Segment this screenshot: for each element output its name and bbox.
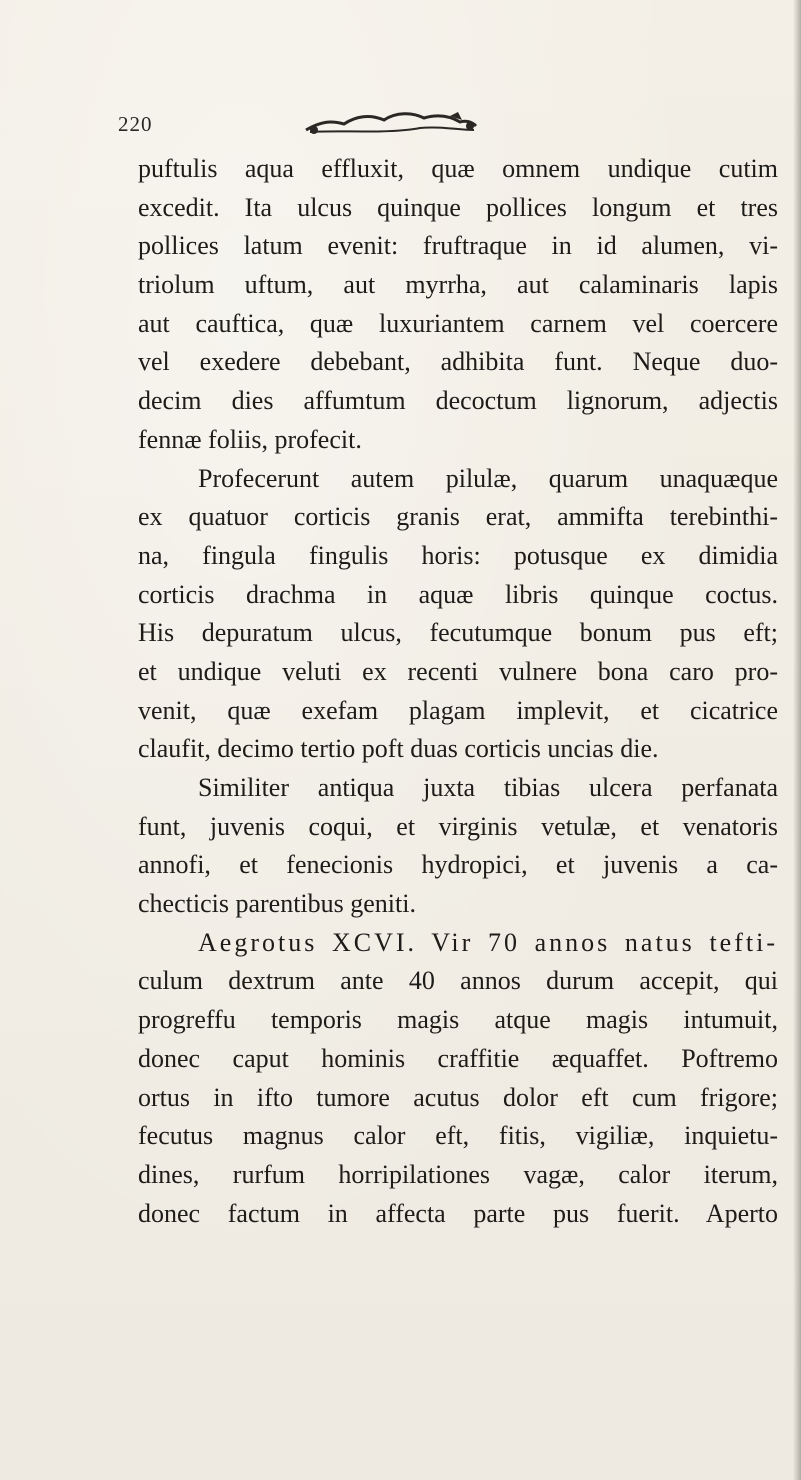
- text-line: dines, rurfum horripilationes vagæ, calor iterum,: [138, 1159, 778, 1189]
- text-line: corticis drachma in aquæ libris quinque coctus.: [138, 579, 778, 609]
- printer-ornament-icon: [300, 108, 480, 138]
- text-line: excedit. Ita ulcus quinque pollices longum et tres: [138, 192, 778, 222]
- text-line: His depuratum ulcus, fecutumque bonum pus eft;: [138, 618, 778, 648]
- text-line: claufit, decimo tertio poft duas corticis uncias die.: [138, 734, 659, 764]
- text-line: donec caput hominis craffitie æquaffet. Poftremo: [138, 1043, 778, 1073]
- text-line: aut cauftica, quæ luxuriantem carnem vel coercere: [138, 308, 778, 338]
- text-line: Aegrotus XCVI. Vir 70 annos natus tefti-: [198, 927, 778, 957]
- text-line: ortus in ifto tumore acutus dolor eft cum frigore;: [138, 1082, 778, 1112]
- text-line: Profecerunt autem pilulæ, quarum unaquæque: [198, 463, 778, 493]
- text-line: et undique veluti ex recenti vulnere bona caro pro-: [138, 656, 778, 686]
- page-edge-shadow: [793, 0, 801, 1480]
- text-line: pollices latum evenit: fruftraque in id alumen, vi-: [138, 231, 778, 261]
- text-line: fecutus magnus calor eft, fitis, vigiliæ, inquietu-: [138, 1121, 778, 1151]
- text-line: puftulis aqua effluxit, quæ omnem undique cutim: [138, 154, 778, 183]
- text-line: progreffu temporis magis atque magis intumuit,: [138, 1005, 778, 1035]
- text-line: decim dies affumtum decoctum lignorum, adjectis: [138, 386, 778, 416]
- text-line: culum dextrum ante 40 annos durum accepit, qui: [138, 966, 778, 996]
- body-text: [138, 150, 778, 1233]
- text-line: donec factum in affecta parte pus fuerit. Aperto: [138, 1198, 778, 1228]
- page-number: 220: [118, 112, 153, 136]
- text-line: funt, juvenis coqui, et virginis vetulæ, et venatoris: [138, 811, 778, 841]
- text-line: triolum uftum, aut myrrha, aut calaminaris lapis: [138, 270, 778, 300]
- text-line: Similiter antiqua juxta tibias ulcera perfanata: [198, 773, 778, 802]
- text-line: ex quatuor corticis granis erat, ammifta terebinthi-: [138, 502, 778, 532]
- text-line: vel exedere debebant, adhibita funt. Neque duo-: [138, 347, 778, 377]
- text-line: annofi, et fenecionis hydropici, et juvenis a ca-: [138, 850, 778, 880]
- text-line: fennæ foliis, profecit.: [138, 424, 362, 454]
- text-line: checticis parentibus geniti.: [138, 889, 416, 919]
- text-line: na, fingula fingulis horis: potusque ex dimidia: [138, 540, 778, 570]
- text-line: venit, quæ exefam plagam implevit, et cicatrice: [138, 695, 778, 725]
